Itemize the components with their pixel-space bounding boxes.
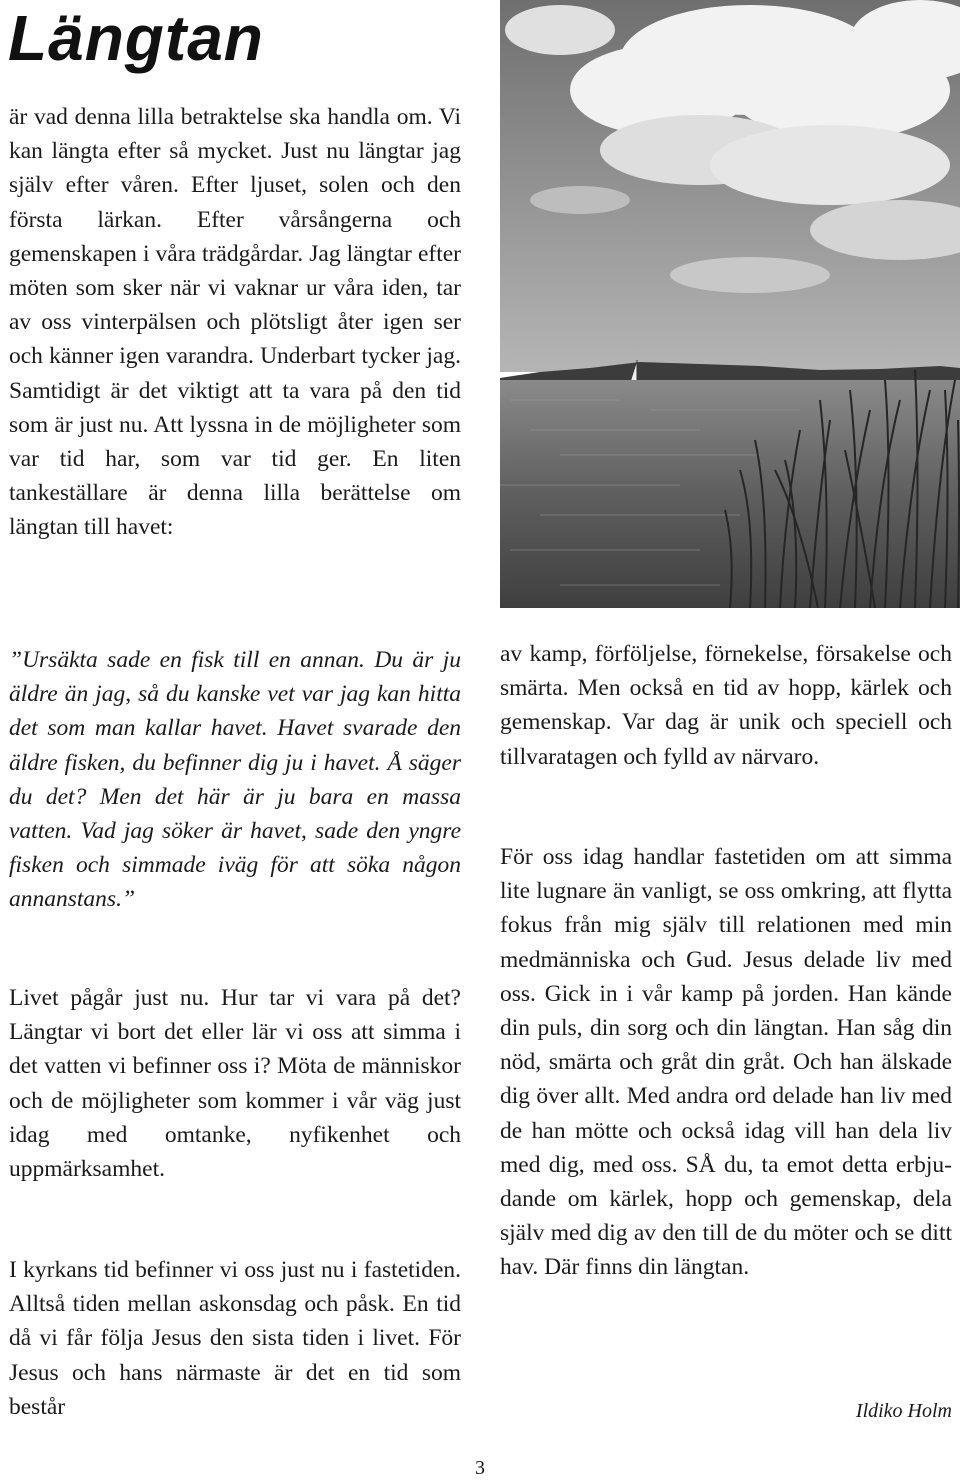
quote-text: ”Ursäkta sade en fisk till en annan. Du är ju äldre än jag, så du kanske vet var jag kan hitta det som man kallar havet. Havet svarade den äldre fisken, du befinner dig ju i havet. Å säger du det? Men det här är ju bara en massa vatten. Vad jag söker är havet, sade den yngre fisken och simmade iväg för att söka någon annanstans.” [9,647,461,913]
lake-landscape-photo [500,0,960,608]
page-number: 3 [475,1457,485,1479]
livet-text: Livet pågår just nu. Hur tar vi vara på det? Längtar vi bort det eller lär vi oss att simma i det vatten vi befinner oss i? Möta de människor och de möjligheter som kommer i vår väg just idag med omtanke, nyfikenhet och uppmärksamhet. [9,985,461,1183]
for-oss-paragraph [500,840,952,1285]
fish-story-quote [9,643,461,917]
kamp-paragraph [500,637,952,774]
for-oss-text: För oss idag handlar fastetiden om att simma lite lugnare än vanligt, se oss omkring, att flytta fokus från mig själv till relationen med min medmänniska och Gud. Jesus delade liv med oss. Gick in i vår kamp på jorden. Han kände din puls, din sorg och din längtan. Han såg din nöd, smärta och gråt din gråt. Och han älskade dig över allt. Med andra ord delade han liv med de han mötte och också idag vill han dela liv med dig, med oss. SÅ du, ta emot detta erbjudande om kärlek, hopp och gemenskap, dela själv med dig av den till de du möter och se ditt hav. Där finns din längtan. [500,844,952,1281]
lake-water [500,380,960,608]
kyrkans-tid-text: I kyrkans tid befinner vi oss just nu i fastetiden. Alltså tiden mellan askonsdag och påsk. En tid då vi får följa Jesus den sista tiden i livet. För Jesus och hans närmaste är det en tid som består [9,1257,461,1420]
page-title: Längtan [8,2,264,74]
intro-text: är vad denna lilla betraktelse ska handla om. Vi kan längta efter så mycket. Just nu längtar jag själv efter våren. Efter ljuset, solen och den första lärkan. Efter vårsångerna och gemenskapen i våra trädgårdar. Jag längtar efter möten som sker när vi vaknar ur våra iden, tar av oss vinterpälsen och plötsligt åter igen ser och känner igen varandra. Underbart tycker jag. Samtidigt är det viktigt att ta vara på den tid som är just nu. Att lyssna in de möjligheter som var tid har, som var tid ger. En liten tankeställare är denna lilla berättelse om längtan till havet: [9,104,461,541]
kamp-text: av kamp, förföljelse, förnekelse, försakelse och smärta. Men också en tid av hopp, kärlek och gemenskap. Var dag är unik och speciell och tillvaratagen och fylld av närvaro. [500,641,952,770]
intro-paragraph [9,100,461,545]
livet-paragraph [9,981,461,1186]
kyrkans-tid-paragraph [9,1253,461,1424]
author-signature: Ildiko Holm [855,1400,952,1422]
